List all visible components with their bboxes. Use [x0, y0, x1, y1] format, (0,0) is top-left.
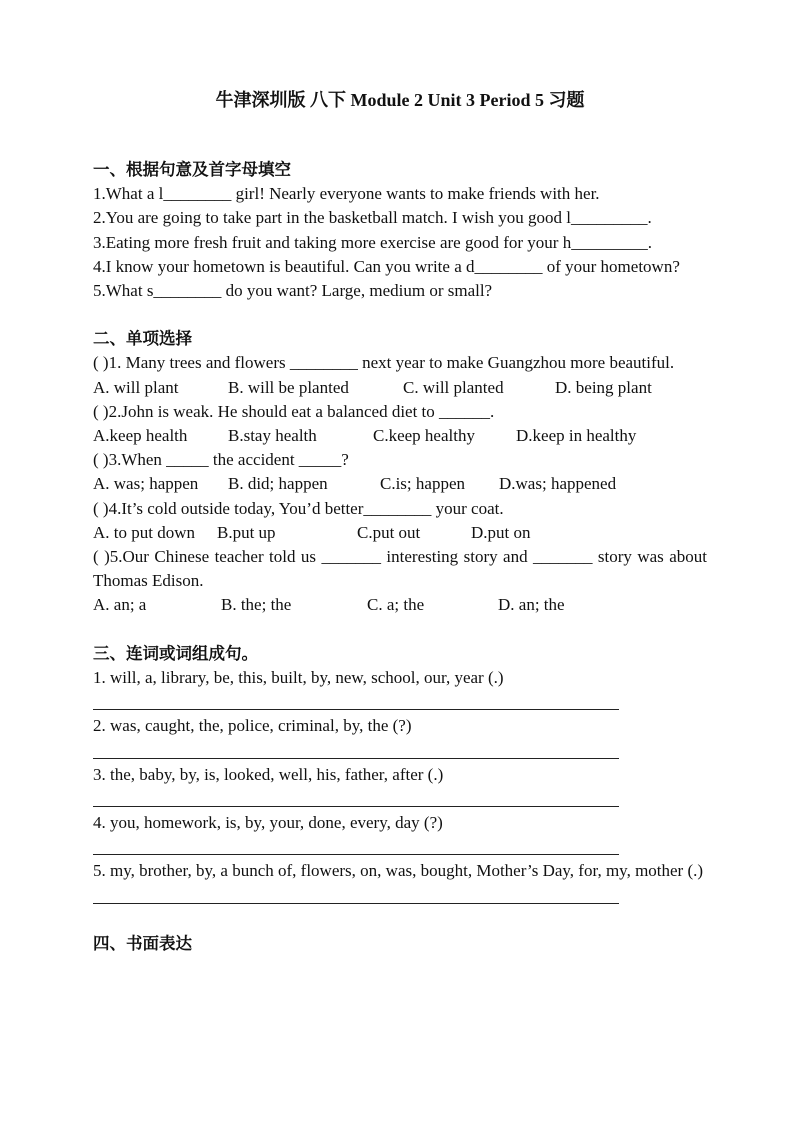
- answer-line-3[interactable]: [93, 787, 707, 811]
- option-d: D.was; happened: [499, 474, 617, 494]
- option-d: D.put on: [471, 522, 531, 542]
- option-b: B. did; happen: [228, 474, 328, 494]
- choice-options-4: [93, 521, 707, 545]
- reorder-item-4: 4. you, homework, is, by, your, done, every, day (?): [93, 812, 443, 832]
- choice-options-1: [93, 376, 707, 400]
- choice-question-4: ( )4.It’s cold outside today, You’d better________ your coat.: [93, 498, 504, 518]
- section-3-heading: 三、连词或词组成句。: [93, 643, 258, 663]
- answer-line-1[interactable]: [93, 690, 707, 714]
- page-title: 牛津深圳版 八下 Module 2 Unit 3 Period 5 习题: [215, 90, 585, 110]
- reorder-item-1: 1. will, a, library, be, this, built, by, new, school, our, year (.): [93, 667, 504, 687]
- answer-line-4[interactable]: [93, 835, 707, 859]
- fill-blank-item-3: 3.Eating more fresh fruit and taking more exercise are good for your h_________.: [93, 232, 652, 252]
- choice-question-5: ( )5.Our Chinese teacher told us _______ interesting story and _______ story was about Thomas Edison.: [93, 546, 707, 591]
- option-c: C. will planted: [403, 377, 504, 397]
- option-d: D. an; the: [498, 595, 565, 615]
- choice-question-1: ( )1. Many trees and flowers ________ next year to make Guangzhou more beautiful.: [93, 353, 675, 373]
- option-d: D.keep in healthy: [516, 426, 637, 446]
- reorder-item-3: 3. the, baby, by, is, looked, well, his, father, after (.): [93, 764, 444, 784]
- option-b: B. will be planted: [228, 377, 349, 397]
- option-a: A. an; a: [93, 595, 147, 615]
- choice-options-3: [93, 472, 707, 496]
- fill-blank-item-1: 1.What a l________ girl! Nearly everyone wants to make friends with her.: [93, 184, 600, 204]
- option-b: B.stay health: [228, 426, 317, 446]
- reorder-item-2: 2. was, caught, the, police, criminal, by, the (?): [93, 716, 412, 736]
- choice-question-3: ( )3.When _____ the accident _____?: [93, 450, 349, 470]
- option-c: C.is; happen: [380, 474, 465, 494]
- option-b: B.put up: [217, 522, 276, 542]
- option-a: A. will plant: [93, 377, 179, 397]
- option-c: C. a; the: [367, 595, 425, 615]
- answer-line-5[interactable]: [93, 884, 707, 908]
- choice-question-2: ( )2.John is weak. He should eat a balanced diet to ______.: [93, 401, 495, 421]
- section-1-heading: 一、根据句意及首字母填空: [93, 160, 291, 179]
- fill-blank-item-2: 2.You are going to take part in the basketball match. I wish you good l_________.: [93, 208, 652, 228]
- option-c: C.put out: [357, 522, 421, 542]
- option-a: A.keep health: [93, 426, 188, 446]
- fill-blank-item-4: 4.I know your hometown is beautiful. Can you write a d________ of your hometown?: [93, 256, 680, 276]
- answer-line-2[interactable]: [93, 738, 707, 762]
- option-d: D. being plant: [555, 377, 652, 397]
- section-2-heading: 二、单项选择: [93, 329, 192, 349]
- reorder-item-5: 5. my, brother, by, a bunch of, flowers, on, was, bought, Mother’s Day, for, my, mother (.): [93, 861, 704, 881]
- section-4-heading: 四、书面表达: [93, 933, 192, 953]
- worksheet-content: [93, 158, 707, 956]
- choice-options-5: [93, 593, 707, 617]
- fill-blank-item-5: 5.What s________ do you want? Large, medium or small?: [93, 281, 493, 301]
- option-a: A. was; happen: [93, 474, 199, 494]
- choice-options-2: [93, 424, 707, 448]
- option-c: C.keep healthy: [373, 426, 475, 446]
- option-a: A. to put down: [93, 522, 195, 542]
- option-b: B. the; the: [221, 595, 292, 615]
